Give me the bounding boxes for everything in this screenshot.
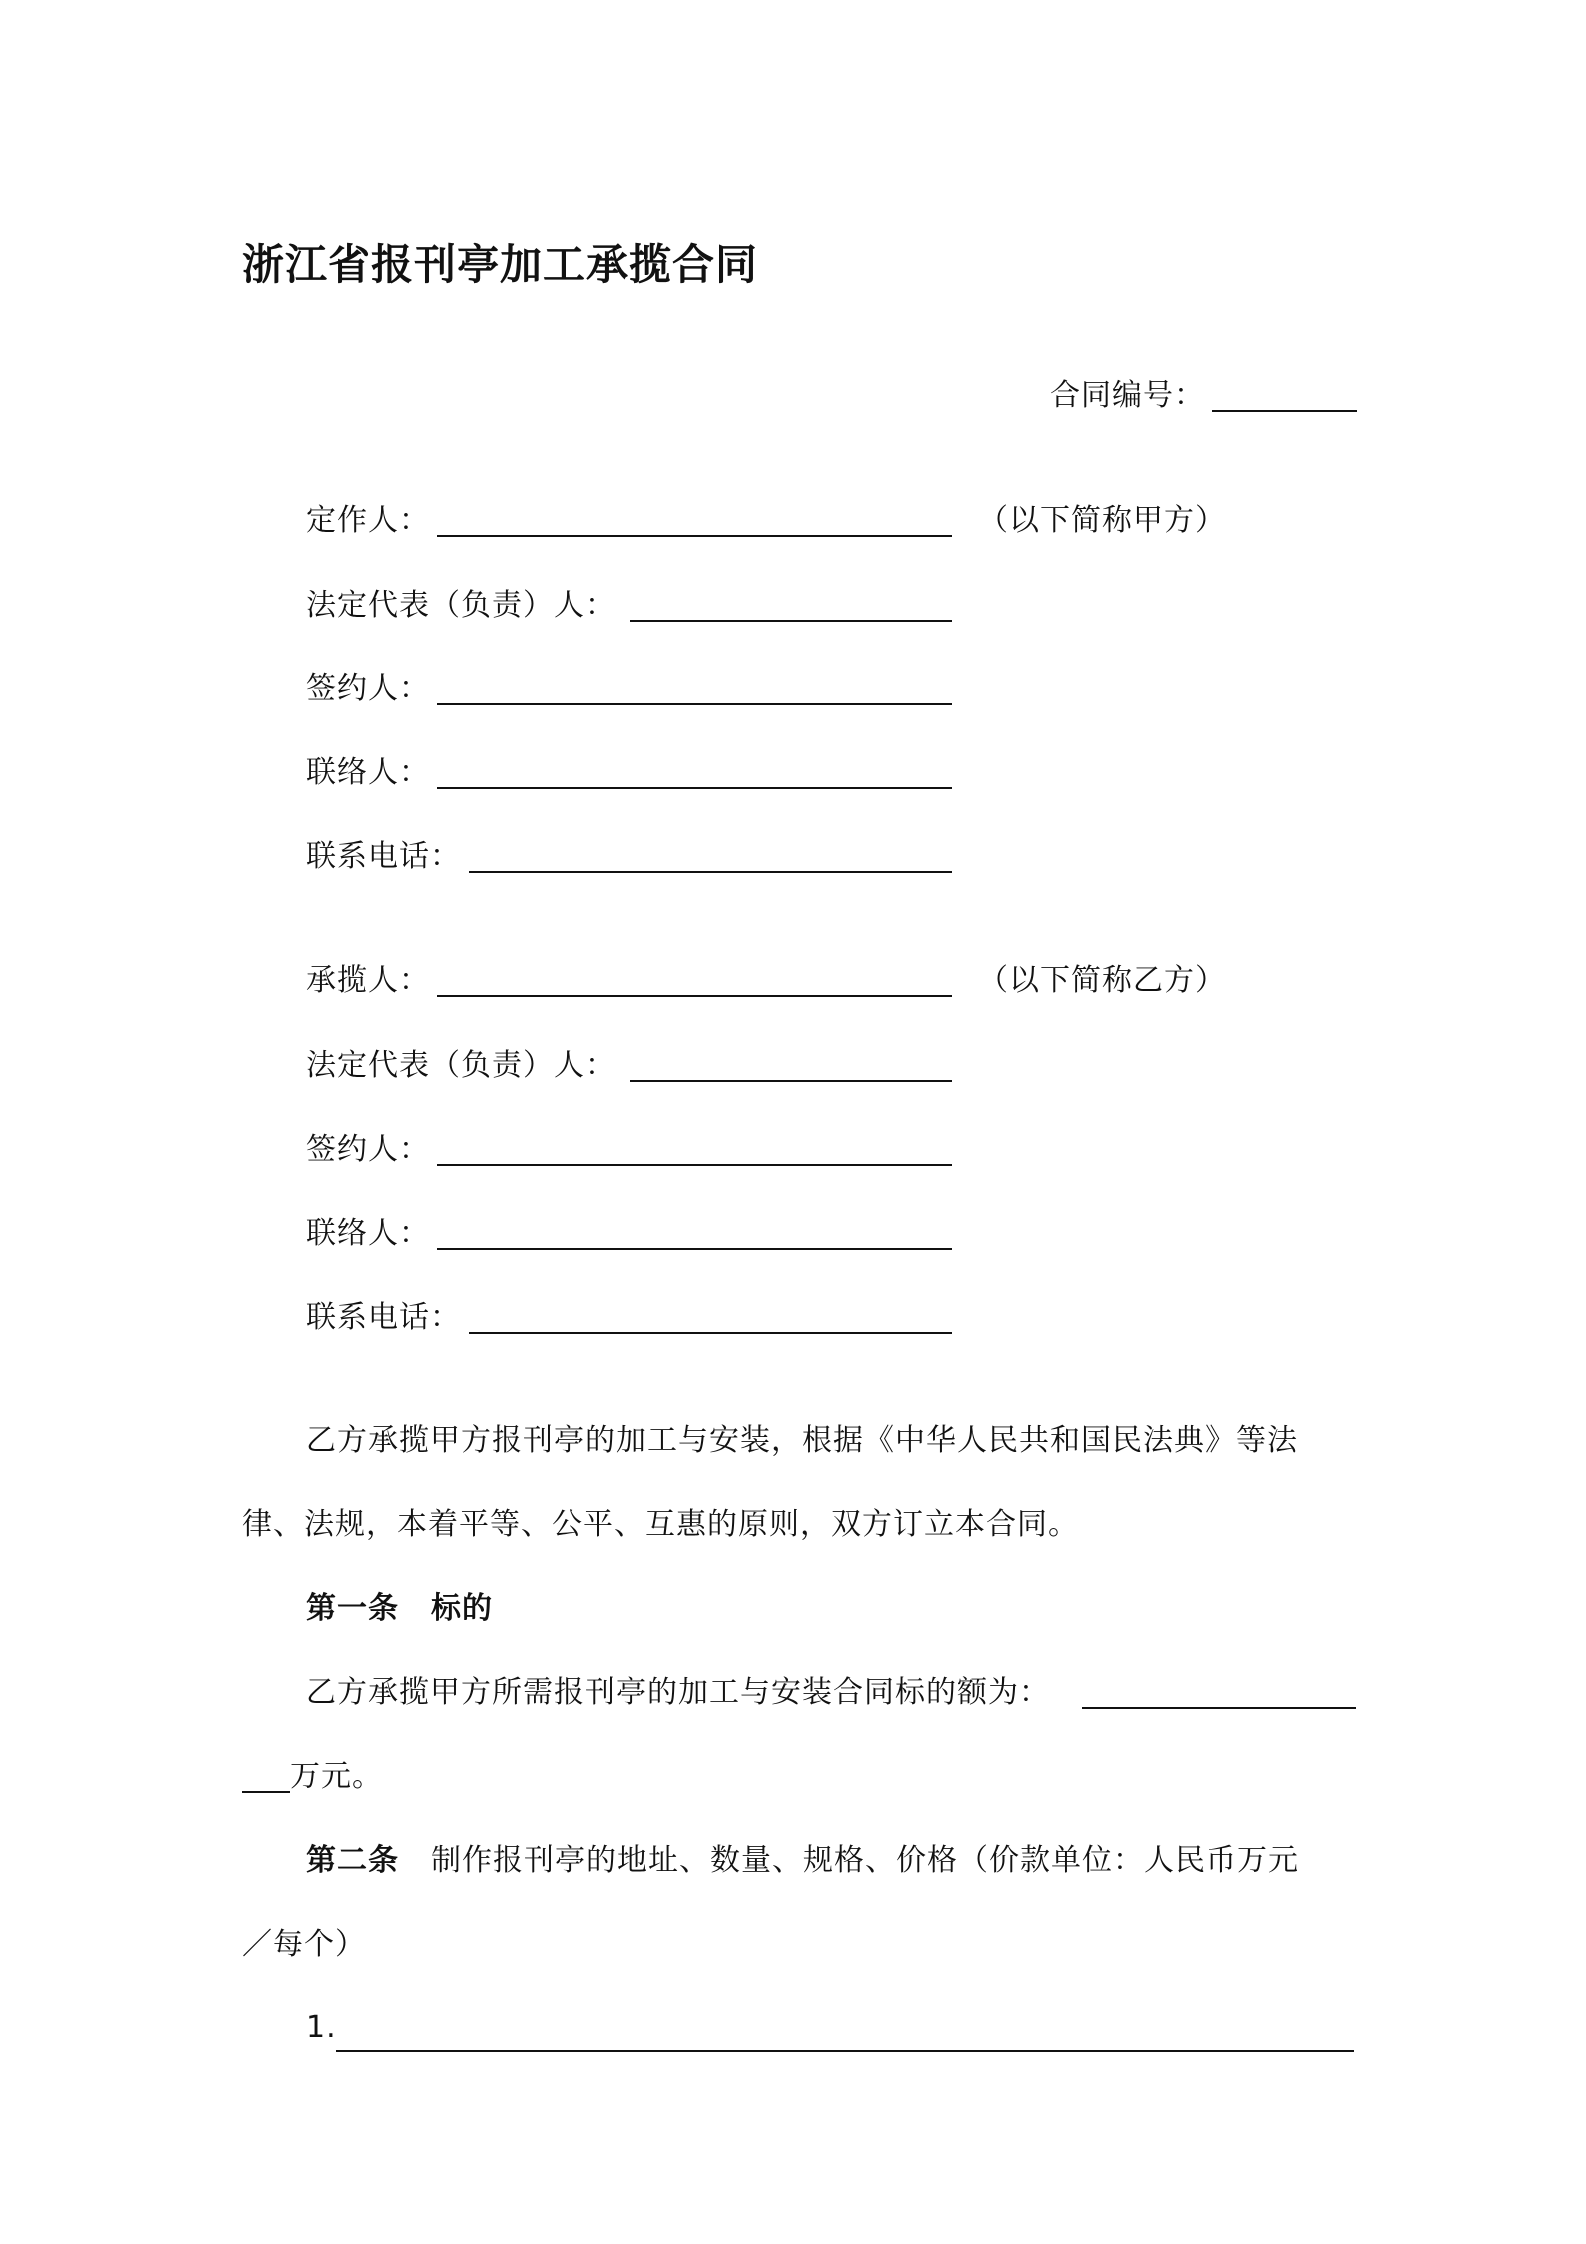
party-b-signer-field[interactable] [437,1164,952,1166]
party-a-name-field[interactable] [437,535,952,537]
article-1-text: 乙方承揽甲方所需报刊亭的加工与安装合同标的额为： [306,1675,1050,1710]
party-a-suffix: （以下简称甲方） [978,503,1226,538]
party-b-name-label: 承揽人： [306,963,430,998]
party-b-name-field[interactable] [437,995,952,997]
party-a-contact-field[interactable] [437,787,952,789]
article-1-title: 标的 [431,1591,493,1626]
party-b-phone-label: 联系电话： [306,1300,461,1335]
party-b-contact-label: 联络人： [306,1216,430,1251]
article-1-number: 第一条 [306,1591,399,1626]
contract-no-field[interactable] [1212,410,1357,412]
party-a-name-label: 定作人： [306,503,430,538]
contract-amount-field[interactable] [1082,1707,1356,1709]
party-b-rep-label: 法定代表（负责）人： [306,1048,616,1083]
article-2-text: 制作报刊亭的地址、数量、规格、价格（价款单位：人民币万元 [431,1843,1299,1878]
article-1-unit: 万元。 [290,1759,383,1794]
item-1-field[interactable] [336,2050,1354,2052]
intro-line-1: 乙方承揽甲方报刊亭的加工与安装，根据《中华人民共和国民法典》等法 [306,1423,1298,1458]
party-b-signer-label: 签约人： [306,1132,430,1167]
party-a-phone-label: 联系电话： [306,839,461,874]
article-1-heading [306,1583,493,1627]
contract-amount-field-cont[interactable] [242,1791,290,1793]
intro-line-2: 律、法规，本着平等、公平、互惠的原则，双方订立本合同。 [242,1507,1079,1542]
party-b-phone-field[interactable] [469,1332,952,1334]
party-b-rep-field[interactable] [630,1080,952,1082]
article-2-text-line-2: ／每个） [242,1927,366,1962]
document-title: 浙江省报刊亭加工承揽合同 [242,240,759,289]
party-a-phone-field[interactable] [469,871,952,873]
party-a-rep-label: 法定代表（负责）人： [306,588,616,623]
party-b-suffix: （以下简称乙方） [978,963,1226,998]
article-2-heading [306,1835,1299,1879]
article-2-number: 第二条 [306,1843,399,1878]
party-b-contact-field[interactable] [437,1248,952,1250]
party-a-rep-field[interactable] [630,620,952,622]
party-a-signer-label: 签约人： [306,671,430,706]
party-a-signer-field[interactable] [437,703,952,705]
item-1-label: 1. [306,2010,337,2045]
party-a-contact-label: 联络人： [306,755,430,790]
contract-no-label: 合同编号： [1050,378,1205,413]
